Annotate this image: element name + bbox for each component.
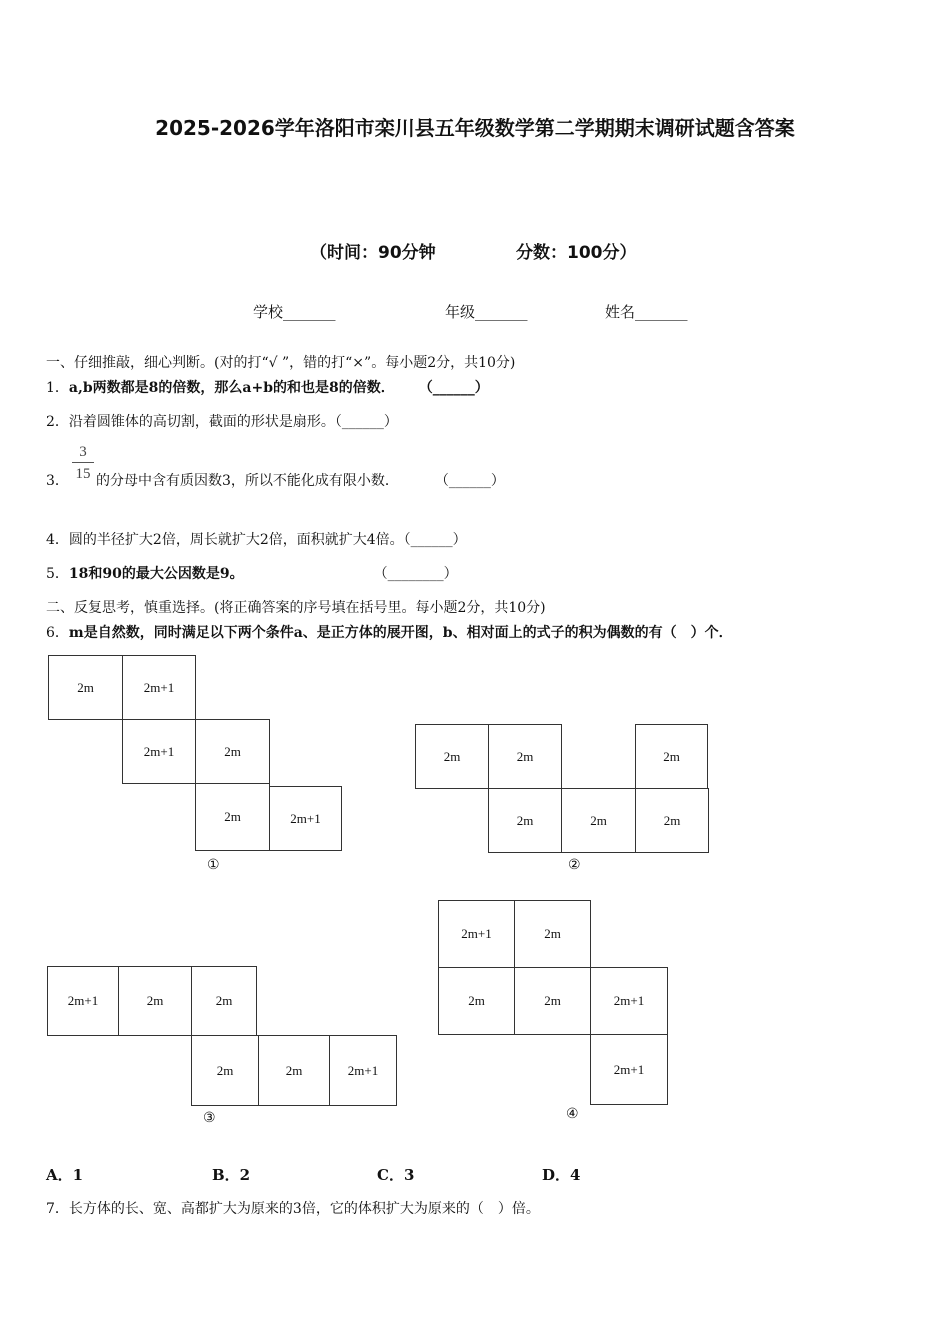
net3-face: 2m: [191, 966, 257, 1036]
section2-heading: 二、反复思考，慎重选择。(将正确答案的序号填在括号里。每小题2分，共10分): [46, 600, 546, 616]
net4-face: 2m+1: [438, 900, 515, 968]
q2-text: 沿着圆锥体的高切割，截面的形状是扇形。（______）: [68, 414, 398, 430]
net2-face: 2m: [488, 788, 562, 853]
net4-face: 2m: [438, 967, 515, 1035]
net4-face: 2m: [514, 967, 591, 1035]
q3-numerator: 3: [72, 442, 94, 463]
q7-number: 7．: [46, 1201, 69, 1217]
net1-face: 2m+1: [122, 719, 196, 784]
exam-time: （时间：90分钟: [310, 243, 436, 263]
net2-face: 2m: [635, 788, 709, 853]
q4-text: 圆的半径扩大2倍，周长就扩大2倍，面积就扩大4倍。（______）: [68, 532, 467, 548]
net4-label: ④: [566, 1106, 579, 1122]
question-4: [46, 529, 467, 549]
net4-face: 2m+1: [590, 1034, 668, 1105]
section1-heading: 一、仔细推敲，细心判断。(对的打“√ ”，错的打“×”。每小题2分，共10分): [46, 355, 516, 371]
question-3: [96, 470, 505, 490]
q6-text: m是自然数，同时满足以下两个条件a、是正方体的展开图，b、相对面上的式子的积为偶数的有（ ）个．: [68, 625, 733, 641]
net2-face: 2m: [561, 788, 636, 853]
school-field: 学校_______: [253, 303, 336, 321]
option-d: D．4: [542, 1166, 581, 1184]
net2-face: 2m: [635, 724, 708, 789]
q1-number: 1．: [46, 380, 69, 396]
net1-label: ①: [207, 857, 220, 873]
net4-face: 2m: [514, 900, 591, 968]
net3-face: 2m+1: [329, 1035, 397, 1106]
q3-fraction: [72, 442, 94, 485]
net3-label: ③: [203, 1110, 216, 1126]
net1-face: 2m: [195, 719, 270, 784]
q3-denominator: 15: [75, 466, 91, 482]
q3-number: 3．: [46, 473, 69, 489]
option-c: C．3: [377, 1166, 415, 1184]
option-a: A．1: [46, 1166, 84, 1184]
question-5: [46, 563, 458, 583]
q7-text: 长方体的长、宽、高都扩大为原来的3倍，它的体积扩大为原来的（ ）倍。: [68, 1201, 540, 1217]
net2-face: 2m: [415, 724, 489, 789]
net1-face: 2m+1: [269, 786, 342, 851]
net3-face: 2m: [258, 1035, 330, 1106]
q1-text: a,b两数都是8的倍数，那么a+b的和也是8的倍数．: [68, 380, 395, 396]
q4-number: 4．: [46, 532, 69, 548]
question-2: [46, 411, 398, 431]
q5-blank: （________）: [373, 566, 458, 582]
net1-face: 2m+1: [122, 655, 196, 720]
net3-face: 2m: [118, 966, 192, 1036]
q1-blank: （______）: [418, 380, 489, 396]
q2-number: 2．: [46, 414, 69, 430]
name-field: 姓名_______: [605, 303, 688, 321]
q6-number: 6．: [46, 625, 69, 641]
net2-face: 2m: [488, 724, 562, 789]
net4-face: 2m+1: [590, 967, 668, 1035]
grade-field: 年级_______: [445, 303, 528, 321]
question-7: [46, 1198, 540, 1218]
net3-face: 2m: [191, 1035, 259, 1106]
net3-face: 2m+1: [47, 966, 119, 1036]
page-title: 2025-2026学年洛阳市栾川县五年级数学第二学期期末调研试题含答案: [155, 116, 795, 140]
option-b: B．2: [212, 1166, 251, 1184]
question-1: [46, 377, 489, 397]
q3-blank: （______）: [434, 473, 505, 489]
net2-label: ②: [568, 857, 581, 873]
exam-score: 分数：100分）: [516, 243, 637, 263]
q3-text: 的分母中含有质因数3，所以不能化成有限小数．: [96, 473, 399, 489]
q5-text: 18和90的最大公因数是9。: [68, 566, 244, 582]
q5-number: 5．: [46, 566, 69, 582]
net1-face: 2m: [48, 655, 123, 720]
question-6: [46, 622, 733, 642]
net1-face: 2m: [195, 783, 270, 851]
